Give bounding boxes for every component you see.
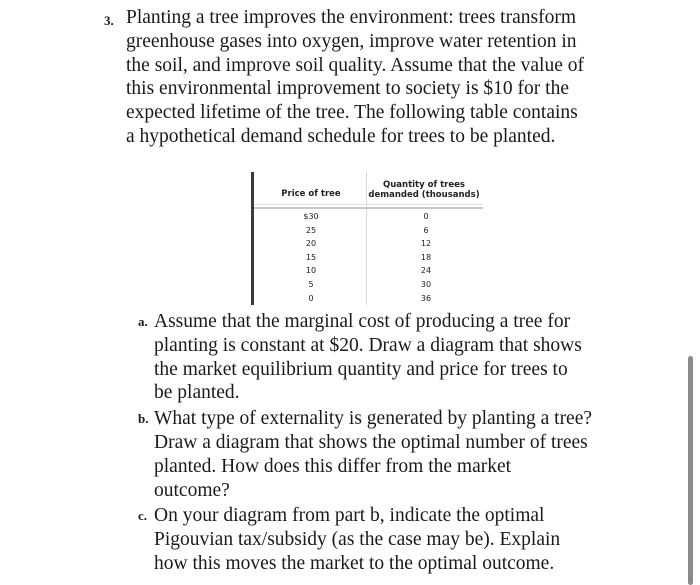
part-line: planted. How does this differ from the market bbox=[154, 455, 512, 477]
price-cell: $30 bbox=[303, 212, 319, 221]
part-line: how this moves the market to the optimal outcome. bbox=[154, 552, 555, 574]
part-line: What type of externality is generated by planting a tree? bbox=[154, 408, 593, 430]
quantity-column bbox=[376, 210, 476, 305]
price-cell: 10 bbox=[305, 266, 317, 276]
price-cell: 5 bbox=[308, 279, 314, 289]
vertical-scrollbar[interactable] bbox=[688, 356, 693, 585]
quantity-cell: 0 bbox=[423, 212, 429, 221]
quantity-cell: 12 bbox=[420, 239, 432, 249]
table-header-rule bbox=[254, 204, 483, 205]
question-line: greenhouse gases into oxygen, improve water retention in bbox=[126, 30, 577, 52]
header-qty-line1: Quantity of trees bbox=[383, 180, 465, 190]
quantity-cell: 6 bbox=[423, 225, 429, 235]
question-line: this environmental improvement to society is $10 for the bbox=[126, 78, 569, 100]
part-a bbox=[138, 310, 638, 405]
part-text bbox=[154, 504, 638, 575]
part-b bbox=[138, 407, 638, 502]
part-line: Assume that the marginal cost of producing a tree for bbox=[154, 311, 571, 332]
part-line: planting is constant at $20. Draw a diagram that shows bbox=[154, 334, 582, 356]
table-left-border bbox=[251, 172, 254, 305]
table-column-divider bbox=[366, 172, 367, 305]
price-column bbox=[271, 210, 351, 305]
table-header-rule bbox=[254, 207, 483, 209]
price-cell: 20 bbox=[305, 239, 317, 249]
part-text bbox=[154, 407, 638, 502]
part-line: On your diagram from part b, indicate the optimal bbox=[154, 505, 545, 527]
quantity-cell: 18 bbox=[420, 252, 432, 262]
quantity-cell: 30 bbox=[420, 279, 432, 289]
part-line: Pigouvian tax/subsidy (as the case may be). Explain bbox=[154, 529, 561, 551]
quantity-cell: 24 bbox=[420, 266, 432, 276]
header-quantity-demanded bbox=[368, 180, 480, 200]
part-line: outcome? bbox=[154, 479, 230, 501]
part-label: b. bbox=[138, 411, 149, 427]
part-line: be planted. bbox=[154, 382, 240, 404]
question-line: the soil, and improve soil quality. Assume that the value of bbox=[126, 54, 584, 76]
quantity-cell: 36 bbox=[420, 293, 432, 303]
part-label: c. bbox=[138, 508, 148, 524]
price-cell: 15 bbox=[305, 252, 317, 262]
question-parts bbox=[138, 310, 638, 578]
question-line: a hypothetical demand schedule for trees to be planted. bbox=[126, 125, 556, 147]
part-text bbox=[154, 310, 638, 405]
price-cell: 0 bbox=[308, 293, 314, 303]
question-3 bbox=[104, 6, 624, 149]
question-number: 3. bbox=[104, 13, 114, 28]
question-line: expected lifetime of the tree. The following table contains bbox=[126, 102, 578, 124]
question-text bbox=[126, 6, 624, 149]
header-price-of-tree: Price of tree bbox=[281, 189, 341, 199]
question-line: Planting a tree improves the environment: trees transform bbox=[126, 7, 576, 28]
demand-schedule-table bbox=[251, 172, 483, 305]
header-qty-line2: demanded (thousands) bbox=[368, 190, 480, 200]
part-line: the market equilibrium quantity and price for trees to bbox=[154, 358, 568, 380]
part-c bbox=[138, 504, 638, 575]
part-line: Draw a diagram that shows the optimal number of trees bbox=[154, 431, 588, 453]
price-cell: 25 bbox=[305, 225, 317, 235]
part-label: a. bbox=[138, 314, 148, 329]
